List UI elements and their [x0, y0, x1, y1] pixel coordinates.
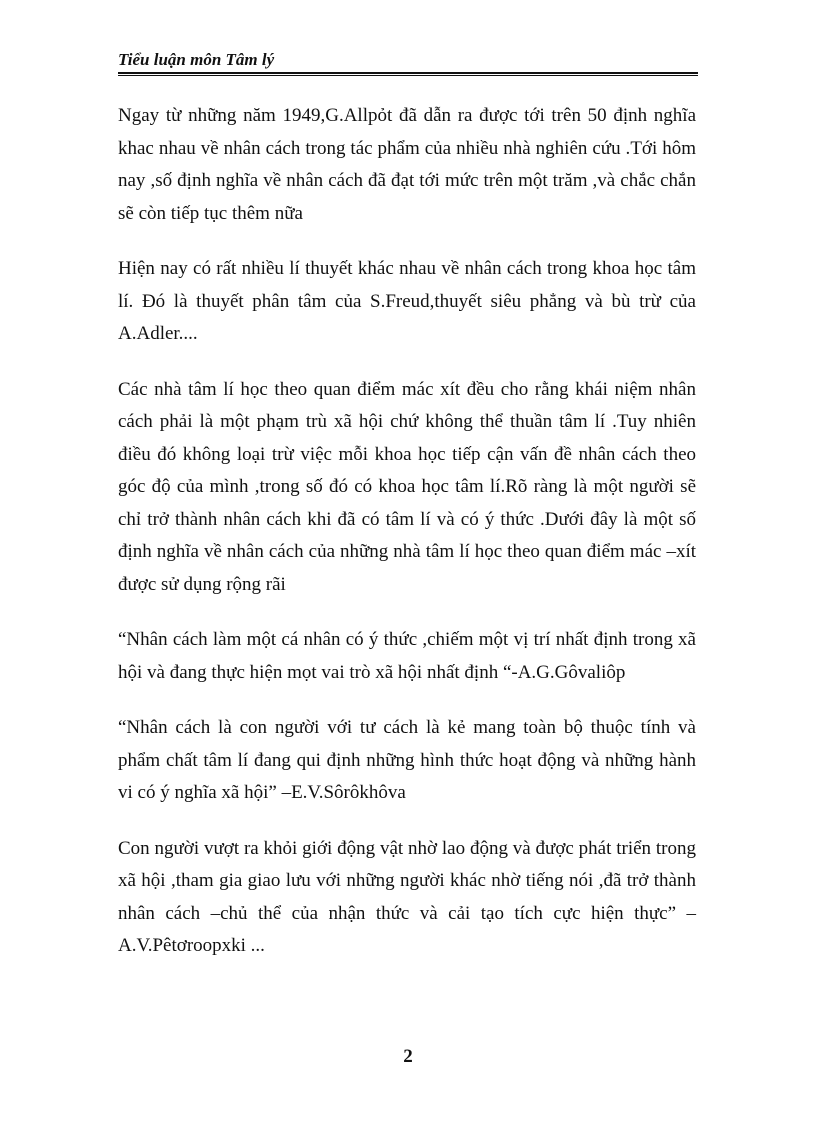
header-rule-thick: [118, 72, 698, 74]
paragraph-quote-govaliop: “Nhân cách làm một cá nhân có ý thức ,chiếm một vị trí nhất định trong xã hội và đang thực hiện mọt vai trò xã hội nhất định “-A.G.Gôvaliôp: [118, 629, 696, 683]
paragraph-marxist-view: Các nhà tâm lí học theo quan điểm mác xít đều cho rằng khái niệm nhân cách phải là một phạm trù xã hội chứ không thể thuần tâm lí .Tuy nhiên điều đó không loại trừ việc mỗi khoa học tiếp cận vấn đề nhân cách theo góc độ của mình ,trong số đó có khoa học tâm lí.Rõ ràng là một người sẽ chỉ trở thành nhân cách khi đã có tâm lí và có ý thức .Dưới đây là một số định nghĩa về nhân cách của những nhà tâm lí học theo quan điểm mác –xít được sử dụng rộng rãi: [118, 378, 696, 595]
paragraph-quote-sorokhova: “Nhân cách là con người với tư cách là kẻ mang toàn bộ thuộc tính và phẩm chất tâm lí đang qui định những hình thức hoạt động và những hành vi có ý nghĩa xã hội” –E.V.Sôrôkhôva: [118, 717, 696, 803]
page-number: 2: [403, 1046, 413, 1067]
paragraph-quote-petrovski: Con người vượt ra khỏi giới động vật nhờ lao động và được phát triển trong xã hội ,tham gia giao lưu với những người khác nhờ tiếng nói ,đã trở thành nhân cách –chủ thể của nhận thức và cải tạo tích cực hiện thực” –A.V.Pêtơroopxki ...: [118, 837, 696, 956]
document-body: [118, 100, 696, 986]
paragraph-allport-definitions: Ngay từ những năm 1949,G.Allpỏt đã dẫn ra được tới trên 50 định nghĩa khac nhau về nhân cách trong tác phẩm của nhiều nhà nghiên cứu .Tới hôm nay ,số định nghĩa về nhân cách đã đạt tới mức trên một trăm ,và chắc chắn sẽ còn tiếp tục thêm nữa: [118, 105, 696, 224]
paragraph-personality-theories: Hiện nay có rất nhiều lí thuyết khác nhau về nhân cách trong khoa học tâm lí. Đó là thuyết phân tâm của S.Freud,thuyết siêu phẳng và bù trừ của A.Adler....: [118, 258, 696, 344]
running-header: Tiểu luận môn Tâm lý: [118, 50, 275, 69]
header-rule-thin: [118, 75, 698, 76]
